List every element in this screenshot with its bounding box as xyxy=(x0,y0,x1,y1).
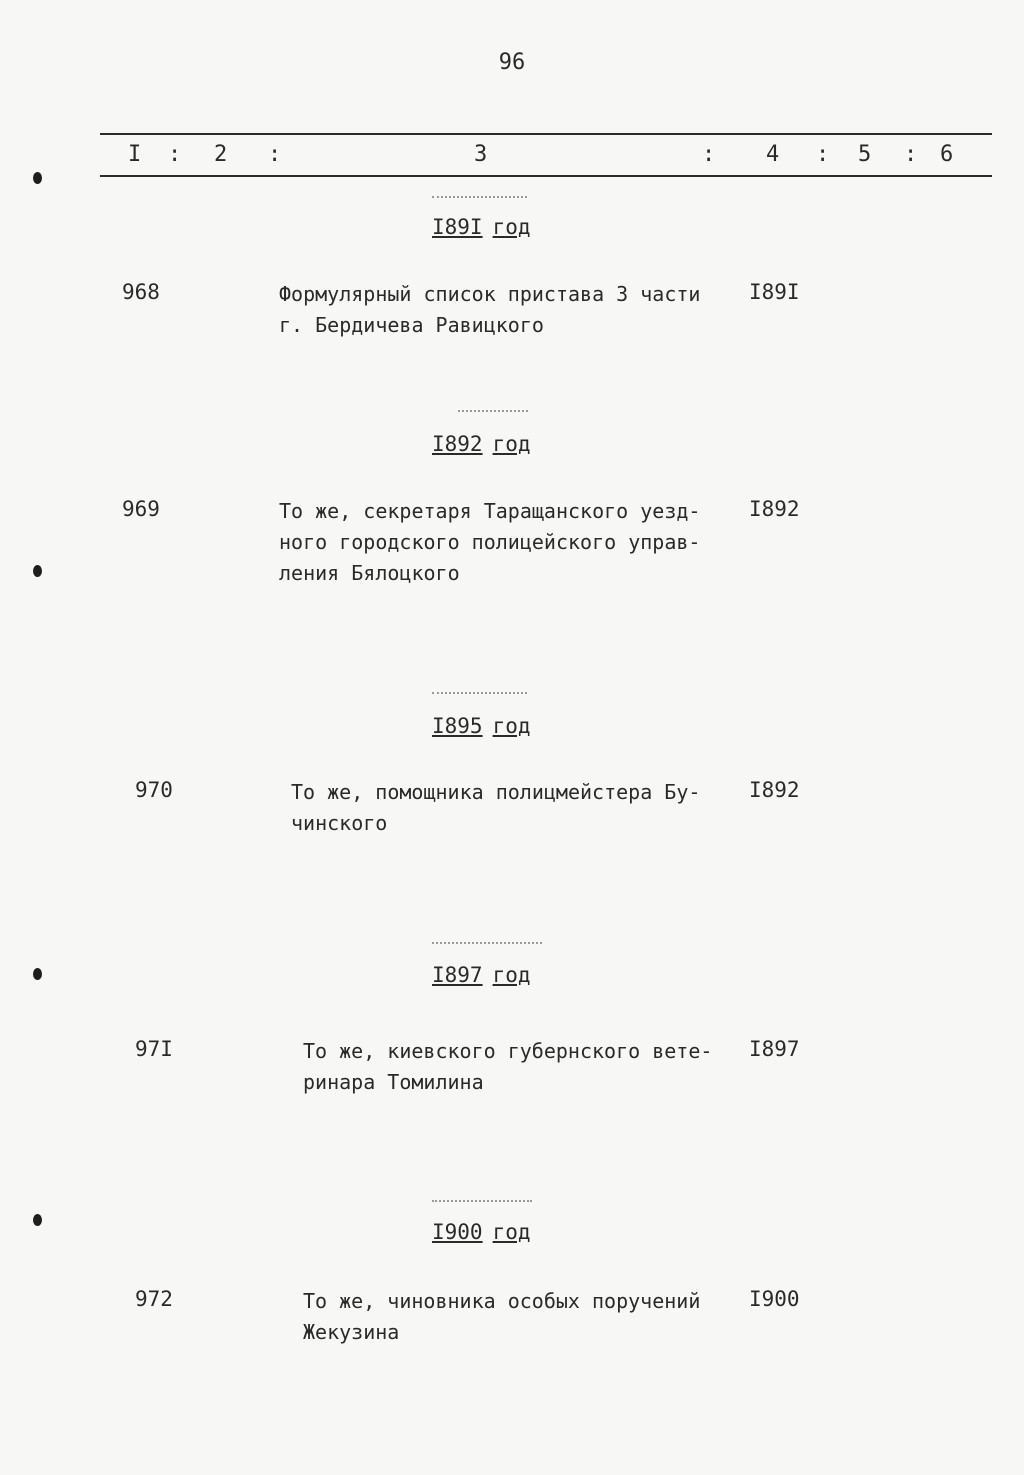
punch-hole xyxy=(33,172,42,184)
entry-date: I900 xyxy=(749,1287,800,1311)
dotted-mark xyxy=(432,692,527,694)
entry-description: То же, помощника полицмейстера Бу- чинского xyxy=(291,780,701,835)
column-1-label: I xyxy=(128,142,142,167)
entry-number: 968 xyxy=(122,280,160,304)
year-word: год xyxy=(492,963,531,987)
header-rule-bottom xyxy=(100,175,992,177)
entry-date: I892 xyxy=(749,778,800,802)
punch-hole xyxy=(33,968,42,980)
entry-date: I89I xyxy=(749,280,800,304)
punch-hole xyxy=(33,565,42,577)
column-6-label: 6 xyxy=(940,142,954,167)
column-separator: : xyxy=(702,142,716,167)
entry-number: 97I xyxy=(135,1037,173,1061)
dotted-mark xyxy=(458,410,528,412)
punch-hole xyxy=(33,1214,42,1226)
column-separator: : xyxy=(168,142,182,167)
year-value: I892 xyxy=(432,432,483,456)
entry-date: I897 xyxy=(749,1037,800,1061)
column-separator: : xyxy=(268,142,282,167)
dotted-mark xyxy=(432,1200,532,1202)
column-3-label: 3 xyxy=(474,142,488,167)
year-value: I900 xyxy=(432,1220,483,1244)
section-year-heading xyxy=(432,432,531,456)
entry-description: То же, киевского губернского вете- ринара Томилина xyxy=(303,1039,713,1094)
year-word: год xyxy=(492,432,531,456)
entry-description: То же, чиновника особых поручений Жекузина xyxy=(303,1289,701,1344)
entry-number: 972 xyxy=(135,1287,173,1311)
entry-number: 969 xyxy=(122,497,160,521)
entry-description: То же, секретаря Таращанского уезд- ного городского полицейского управ- ления Бялоцкого xyxy=(279,499,701,585)
dotted-mark xyxy=(432,196,527,198)
entry-description: Формулярный список пристава 3 части г. Бердичева Равицкого xyxy=(279,282,701,337)
section-year-heading xyxy=(432,714,531,738)
column-5-label: 5 xyxy=(858,142,872,167)
column-4-label: 4 xyxy=(766,142,780,167)
entry-date: I892 xyxy=(749,497,800,521)
column-2-label: 2 xyxy=(214,142,228,167)
column-separator: : xyxy=(816,142,830,167)
year-word: год xyxy=(492,215,531,239)
section-year-heading xyxy=(432,963,531,987)
dotted-mark xyxy=(432,942,542,944)
year-value: I897 xyxy=(432,963,483,987)
section-year-heading xyxy=(432,215,531,239)
section-year-heading xyxy=(432,1220,531,1244)
year-word: год xyxy=(492,1220,531,1244)
column-separator: : xyxy=(904,142,918,167)
year-value: I895 xyxy=(432,714,483,738)
entry-number: 970 xyxy=(135,778,173,802)
header-rule-top xyxy=(100,133,992,135)
column-header xyxy=(100,142,992,168)
year-value: I89I xyxy=(432,215,483,239)
year-word: год xyxy=(492,714,531,738)
page-number: 96 xyxy=(498,50,526,75)
